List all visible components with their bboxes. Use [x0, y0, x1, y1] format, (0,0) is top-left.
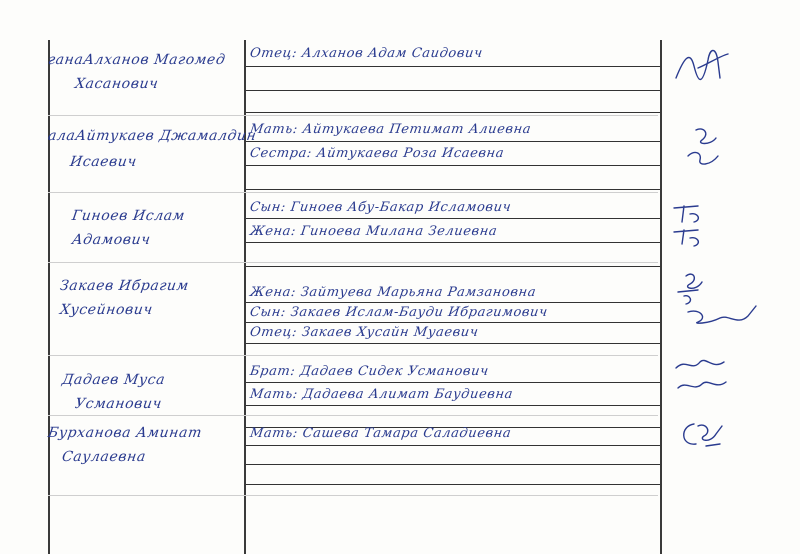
ruled-line — [246, 464, 660, 465]
signature — [676, 416, 736, 456]
ruled-line — [246, 141, 660, 142]
ruled-line — [246, 218, 660, 219]
ruled-line — [246, 405, 660, 406]
row-separator — [48, 192, 658, 193]
ruled-line — [246, 484, 660, 485]
relative-entry: Мать: Дадаева Алимат Баудиевна — [248, 387, 515, 402]
ruled-line — [246, 165, 660, 166]
relative-entry: Отец: Алханов Адам Саидович — [248, 46, 484, 61]
row-separator — [48, 115, 658, 116]
column-divider-right — [660, 40, 662, 554]
ruled-line — [246, 322, 660, 323]
person-name-line2: Хасанович — [73, 76, 160, 92]
person-name-line1: Гиноев Ислам — [70, 208, 187, 224]
person-name-line1: Закаев Ибрагим — [58, 278, 190, 294]
relative-entry: Сын: Гиноев Абу-Бакар Исламович — [248, 200, 513, 215]
person-name-line2: Саулаевна — [60, 449, 147, 465]
signature — [668, 38, 738, 98]
person-name-line2: Исаевич — [68, 154, 138, 170]
ruled-line — [246, 382, 660, 383]
row-separator — [48, 495, 658, 496]
relative-entry: Жена: Гиноева Милана Зелиевна — [248, 224, 499, 239]
ruled-line — [246, 266, 660, 267]
relative-entry: Отец: Закаев Хусайн Муаевич — [248, 325, 480, 340]
person-name-line2: Адамович — [70, 232, 152, 248]
signature — [676, 116, 736, 176]
column-divider-middle — [244, 40, 246, 554]
person-name-line1: алаАйтукаев Джамалдин — [46, 128, 258, 144]
ruled-line — [246, 90, 660, 91]
relative-entry: Сестра: Айтукаева Роза Исаевна — [248, 146, 506, 161]
row-separator — [48, 355, 658, 356]
signature — [672, 352, 732, 402]
signature — [668, 198, 718, 248]
ruled-line — [246, 302, 660, 303]
relative-entry: Сын: Закаев Ислам-Бауди Ибрагимович — [248, 305, 549, 320]
signature — [668, 262, 768, 342]
row-separator — [48, 415, 658, 416]
ruled-line — [246, 445, 660, 446]
ruled-line — [246, 112, 660, 113]
person-name-line2: Хусейнович — [58, 302, 154, 318]
ruled-line — [246, 242, 660, 243]
person-name-line1: Бурханова Аминат — [46, 425, 204, 441]
ruled-line — [246, 66, 660, 67]
relative-entry: Жена: Зайтуева Марьяна Рамзановна — [248, 285, 538, 300]
relative-entry: Мать: Сашева Тамара Саладиевна — [248, 426, 513, 441]
column-divider-left — [48, 40, 50, 554]
ruled-line — [246, 343, 660, 344]
person-name-line1: Дадаев Муса — [60, 372, 167, 388]
ruled-line — [246, 189, 660, 190]
relative-entry: Брат: Дадаев Сидек Усманович — [248, 364, 490, 379]
row-separator — [48, 262, 658, 263]
person-name-line1: ганаАлханов Магомед — [46, 52, 227, 68]
relative-entry: Мать: Айтукаева Петимат Алиевна — [248, 122, 533, 137]
person-name-line2: Усманович — [73, 396, 163, 412]
